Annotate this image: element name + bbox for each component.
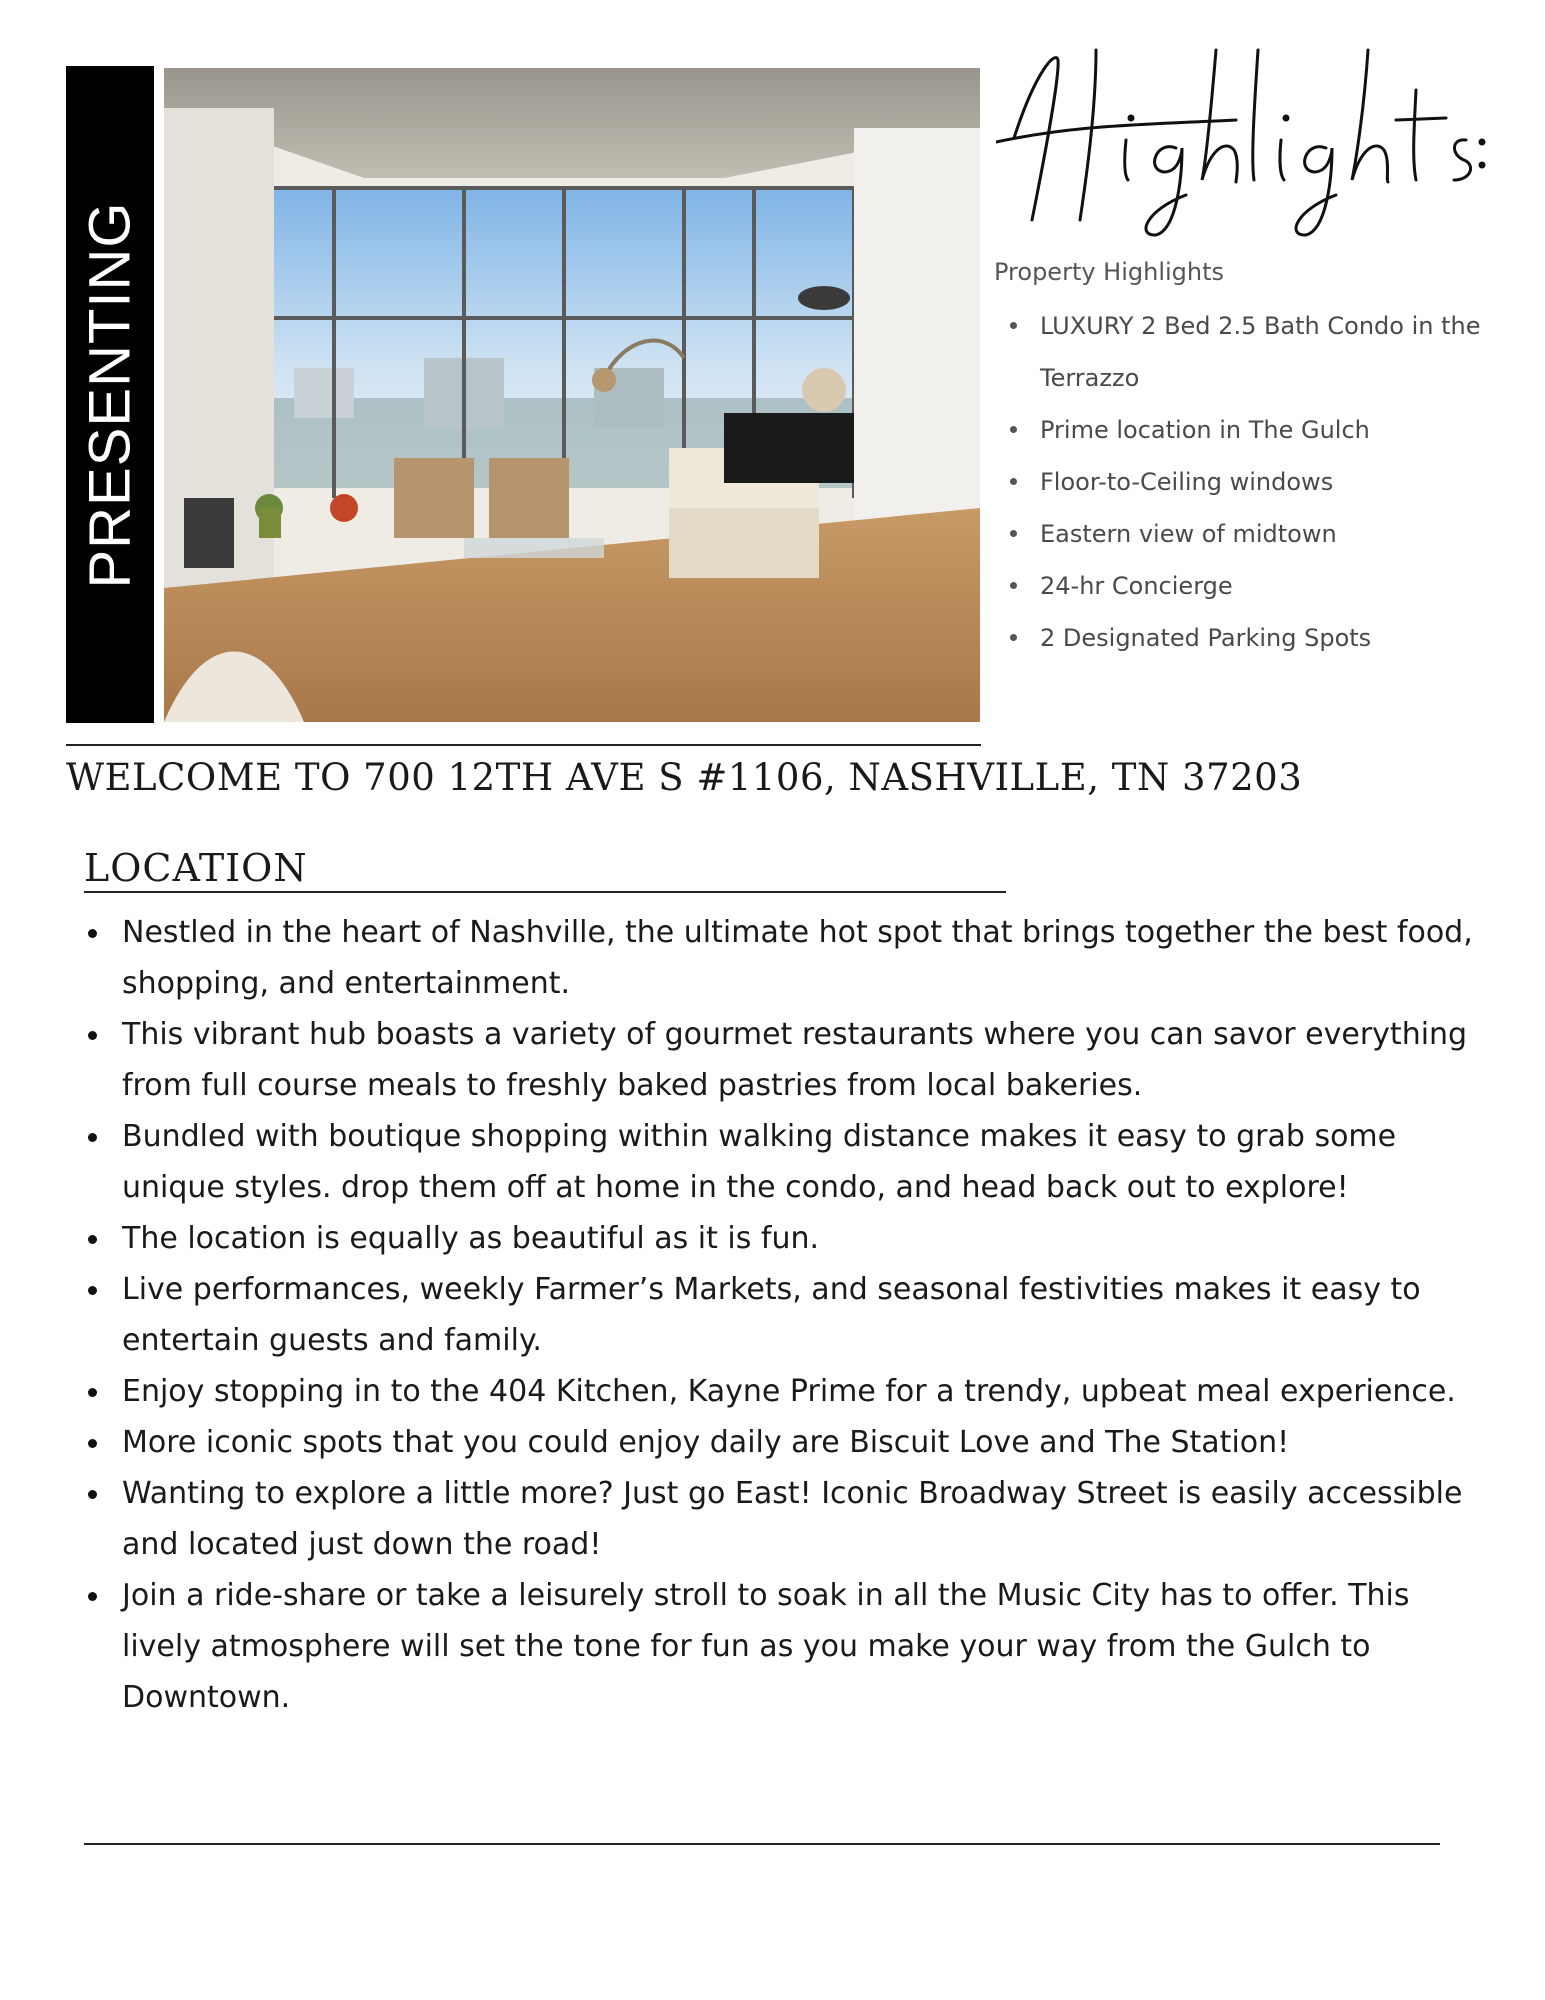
- location-item: More iconic spots that you could enjoy daily are Biscuit Love and The Station!: [84, 1417, 1484, 1468]
- property-highlights-list: [1008, 300, 1508, 664]
- location-item: Enjoy stopping in to the 404 Kitchen, Kayne Prime for a trendy, upbeat meal experience.: [84, 1366, 1484, 1417]
- highlight-item: LUXURY 2 Bed 2.5 Bath Condo in the Terrazzo: [1008, 300, 1508, 404]
- location-item: Join a ride-share or take a leisurely stroll to soak in all the Music City has to offer. This lively atmosphere will set the tone for fun as you make your way from the Gulch to Downtown.: [84, 1570, 1484, 1723]
- bullet-icon: [1010, 634, 1017, 641]
- bullet-icon: [1010, 322, 1017, 329]
- bullet-icon: [88, 1286, 97, 1295]
- location-heading: LOCATION: [84, 846, 308, 890]
- divider-bottom: [84, 1843, 1440, 1845]
- location-item: This vibrant hub boasts a variety of gourmet restaurants where you can savor everything from full course meals to freshly baked pastries from local bakeries.: [84, 1009, 1484, 1111]
- bullet-icon: [88, 1133, 97, 1142]
- welcome-address-title: WELCOME TO 700 12TH AVE S #1106, NASHVILLE, TN 37203: [66, 756, 1303, 799]
- highlight-item: Eastern view of midtown: [1008, 508, 1508, 560]
- bullet-icon: [88, 1490, 97, 1499]
- location-item: The location is equally as beautiful as it is fun.: [84, 1213, 1484, 1264]
- bullet-icon: [88, 1439, 97, 1448]
- location-item: Live performances, weekly Farmer’s Markets, and seasonal festivities makes it easy to entertain guests and family.: [84, 1264, 1484, 1366]
- bullet-icon: [88, 1235, 97, 1244]
- highlight-item: 2 Designated Parking Spots: [1008, 612, 1508, 664]
- bullet-icon: [88, 1592, 97, 1601]
- bullet-icon: [88, 929, 97, 938]
- location-list: [84, 907, 1484, 1723]
- highlight-item: 24-hr Concierge: [1008, 560, 1508, 612]
- bullet-icon: [88, 1388, 97, 1397]
- location-heading-underline: [84, 891, 1006, 893]
- highlight-item: Floor-to-Ceiling windows: [1008, 456, 1508, 508]
- property-highlights-heading: Property Highlights: [994, 258, 1225, 286]
- living-room-photo: [164, 68, 980, 722]
- bullet-icon: [1010, 478, 1017, 485]
- bullet-icon: [1010, 426, 1017, 433]
- highlight-item: Prime location in The Gulch: [1008, 404, 1508, 456]
- presenting-label: PRESENTING: [77, 200, 143, 589]
- bullet-icon: [1010, 582, 1017, 589]
- location-item: Nestled in the heart of Nashville, the ultimate hot spot that brings together the best food, shopping, and entertainment.: [84, 907, 1484, 1009]
- bullet-icon: [88, 1031, 97, 1040]
- location-item: Bundled with boutique shopping within walking distance makes it easy to grab some unique styles. drop them off at home in the condo, and head back out to explore!: [84, 1111, 1484, 1213]
- presenting-banner: [66, 66, 154, 723]
- location-item: Wanting to explore a little more? Just go East! Iconic Broadway Street is easily accessible and located just down the road!: [84, 1468, 1484, 1570]
- divider-top: [66, 744, 981, 746]
- highlights-script-title: [996, 30, 1496, 240]
- bullet-icon: [1010, 530, 1017, 537]
